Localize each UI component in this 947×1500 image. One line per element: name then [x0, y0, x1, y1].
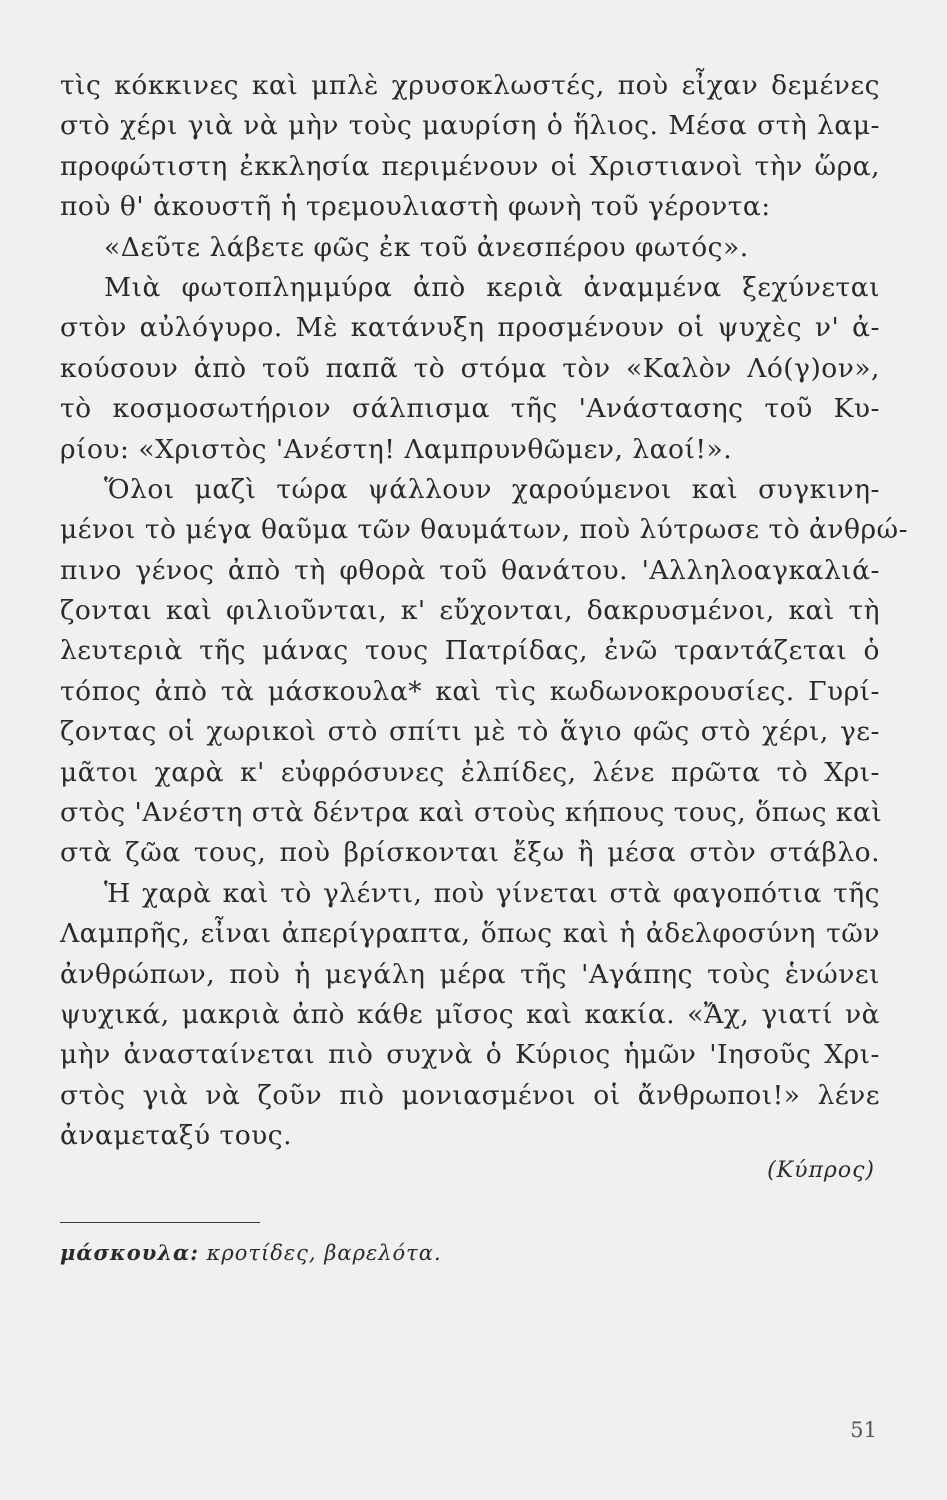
text-line: μὴν ἀνασταίνεται πιὸ συχνὰ ὁ Κύριος ἡμῶν 'Ιησοῦς Χρι-: [60, 1039, 880, 1071]
footnote: [60, 1240, 442, 1265]
text-line: ρίου: «Χριστὸς 'Ανέστη! Λαμπρυνθῶμεν, λαοί!».: [60, 433, 733, 465]
page-number: 51: [850, 1418, 877, 1442]
text-line: μένοι τὸ μέγα θαῦμα τῶν θαυμάτων, ποὺ λύτρωσε τὸ ἀνθρώ-: [60, 514, 909, 546]
text-line: ἀναμεταξύ τους.: [60, 1120, 293, 1152]
text-line: ζονται καὶ φιλιοῦνται, κ' εὔχονται, δακρυσμένοι, καὶ τὴ: [60, 595, 880, 627]
text-line: Ὅλοι μαζὶ τώρα ψάλλουν χαρούμενοι καὶ συγκινη-: [104, 473, 880, 505]
text-line: «Δεῦτε λάβετε φῶς ἐκ τοῦ ἀνεσπέρου φωτός».: [104, 231, 749, 263]
text-line: τόπος ἀπὸ τὰ μάσκουλα* καὶ τὶς κωδωνοκρουσίες. Γυρί-: [60, 675, 880, 707]
source-attribution: (Κύπρος): [767, 1158, 875, 1183]
footnote-divider: [60, 1222, 260, 1223]
text-line: Μιὰ φωτοπλημμύρα ἀπὸ κεριὰ ἀναμμένα ξεχύνεται: [104, 271, 880, 303]
body-text: [60, 66, 909, 1157]
text-line: Ἡ χαρὰ καὶ τὸ γλέντι, ποὺ γίνεται στὰ φαγοπότια τῆς: [104, 877, 880, 909]
text-line: μᾶτοι χαρὰ κ' εὐφρόσυνες ἐλπίδες, λένε πρῶτα τὸ Χρι-: [60, 756, 880, 788]
text-line: κούσουν ἀπὸ τοῦ παπᾶ τὸ στόμα τὸν «Καλὸν Λό(γ)ον»,: [60, 352, 880, 384]
text-line: ψυχικά, μακριὰ ἀπὸ κάθε μῖσος καὶ κακία. «Ἄχ, γιατί νὰ: [60, 998, 880, 1030]
text-line: στὸν αὐλόγυρο. Μὲ κατάνυξη προσμένουν οἱ ψυχὲς ν' ἀ-: [60, 312, 880, 344]
text-line: ποὺ θ' ἀκουστῆ ἡ τρεμουλιαστὴ φωνὴ τοῦ γέροντα:: [60, 191, 771, 223]
text-line: στὰ ζῶα τους, ποὺ βρίσκονται ἔξω ἢ μέσα στὸν στάβλο.: [60, 837, 880, 869]
text-line: ἀνθρώπων, ποὺ ἡ μεγάλη μέρα τῆς 'Αγάπης τοὺς ἑνώνει: [60, 958, 880, 990]
text-line: στὸ χέρι γιὰ νὰ μὴν τοὺς μαυρίση ὁ ἥλιος. Μέσα στὴ λαμ-: [60, 110, 880, 142]
text-line: πινο γένος ἀπὸ τὴ φθορὰ τοῦ θανάτου. 'Αλληλοαγκαλιά-: [60, 554, 880, 586]
text-line: Λαμπρῆς, εἶναι ἀπερίγραπτα, ὅπως καὶ ἡ ἀδελφοσύνη τῶν: [60, 918, 880, 950]
text-line: λευτεριὰ τῆς μάνας τους Πατρίδας, ἐνῶ τραντάζεται ὁ: [60, 635, 880, 667]
footnote-definition: κροτίδες, βαρελότα.: [198, 1241, 442, 1265]
text-line: στὸς γιὰ νὰ ζοῦν πιὸ μονιασμένοι οἱ ἄνθρωποι!» λένε: [60, 1079, 880, 1111]
text-line: ζοντας οἱ χωρικοὶ στὸ σπίτι μὲ τὸ ἅγιο φῶς στὸ χέρι, γε-: [60, 716, 880, 748]
footnote-term: μάσκουλα:: [60, 1240, 199, 1265]
text-line: στὸς 'Ανέστη στὰ δέντρα καὶ στοὺς κήπους τους, ὅπως καὶ: [60, 797, 883, 829]
text-line: τὶς κόκκινες καὶ μπλὲ χρυσοκλωστές, ποὺ εἶχαν δεμένες: [60, 70, 880, 101]
text-line: τὸ κοσμοσωτήριον σάλπισμα τῆς 'Ανάστασης τοῦ Κυ-: [60, 393, 880, 425]
text-line: προφώτιστη ἐκκλησία περιμένουν οἱ Χριστιανοὶ τὴν ὥρα,: [60, 150, 880, 182]
